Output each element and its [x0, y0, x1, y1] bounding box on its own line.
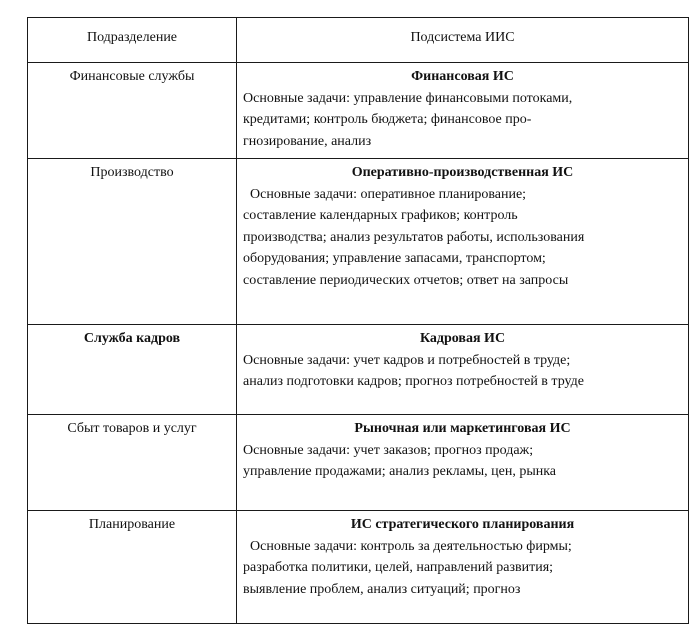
subsystem-cell: [237, 159, 689, 325]
subsystem-title: ИС стратегического планирования: [350, 517, 575, 532]
header-department-label: Подразделение: [86, 30, 178, 45]
subsystem-description: [237, 350, 688, 393]
description-line: Основные задачи: оперативное планирование;: [250, 186, 527, 202]
iis-table: [27, 17, 689, 624]
subsystem-cell: [237, 415, 689, 511]
description-line: производства; анализ результатов работы, использования: [243, 229, 585, 245]
description-line: разработка политики, целей, направлений развития;: [243, 560, 554, 575]
subsystem-title: Кадровая ИС: [419, 331, 506, 346]
description-line: Основные задачи: учет кадров и потребностей в труде;: [243, 352, 571, 368]
department-cell: [28, 415, 237, 511]
table-header-row: [28, 18, 689, 63]
department-name: Планирование: [88, 517, 176, 532]
subsystem-title: Рыночная или маркетинговая ИС: [354, 421, 571, 436]
description-line: оборудования; управление запасами, транспортом;: [243, 251, 546, 266]
subsystem-description: [237, 440, 688, 483]
subsystem-description: [237, 88, 688, 153]
description-line: Основные задачи: управление финансовыми потоками,: [243, 90, 573, 106]
table-row: [28, 325, 689, 415]
table-row: [28, 415, 689, 511]
header-cell-subsystem: [237, 18, 689, 63]
subsystem-description: [237, 184, 688, 292]
description-line: выявление проблем, анализ ситуаций; прогноз: [243, 581, 521, 597]
description-line: гнозирование, анализ: [243, 133, 372, 149]
description-line: составление календарных графиков; контроль: [243, 208, 518, 223]
subsystem-title: Финансовая ИС: [411, 69, 514, 84]
department-name: Производство: [90, 165, 174, 180]
description-line: анализ подготовки кадров; прогноз потребностей в труде: [243, 374, 584, 389]
header-subsystem-label: Подсистема ИИС: [410, 30, 515, 45]
department-name: Финансовые службы: [69, 69, 195, 84]
table-row: [28, 511, 689, 624]
description-line: кредитами; контроль бюджета; финансовое про-: [243, 112, 532, 127]
subsystem-cell: [237, 63, 689, 159]
description-line: составление периодических отчетов; ответ на запросы: [243, 272, 569, 288]
department-cell: [28, 511, 237, 624]
subsystem-cell: [237, 511, 689, 624]
description-line: Основные задачи: учет заказов; прогноз продаж;: [243, 442, 534, 458]
description-line: управление продажами; анализ рекламы, цен, рынка: [243, 464, 557, 479]
department-cell: [28, 63, 237, 159]
subsystem-cell: [237, 325, 689, 415]
table-row: [28, 159, 689, 325]
header-cell-department: [28, 18, 237, 63]
table-row: [28, 63, 689, 159]
description-line: Основные задачи: контроль за деятельностью фирмы;: [250, 538, 572, 554]
subsystem-description: [237, 536, 688, 601]
subsystem-title: Оперативно-производственная ИС: [351, 165, 574, 180]
department-cell: [28, 325, 237, 415]
department-cell: [28, 159, 237, 325]
department-name: Служба кадров: [83, 331, 181, 346]
department-name: Сбыт товаров и услуг: [67, 421, 197, 436]
